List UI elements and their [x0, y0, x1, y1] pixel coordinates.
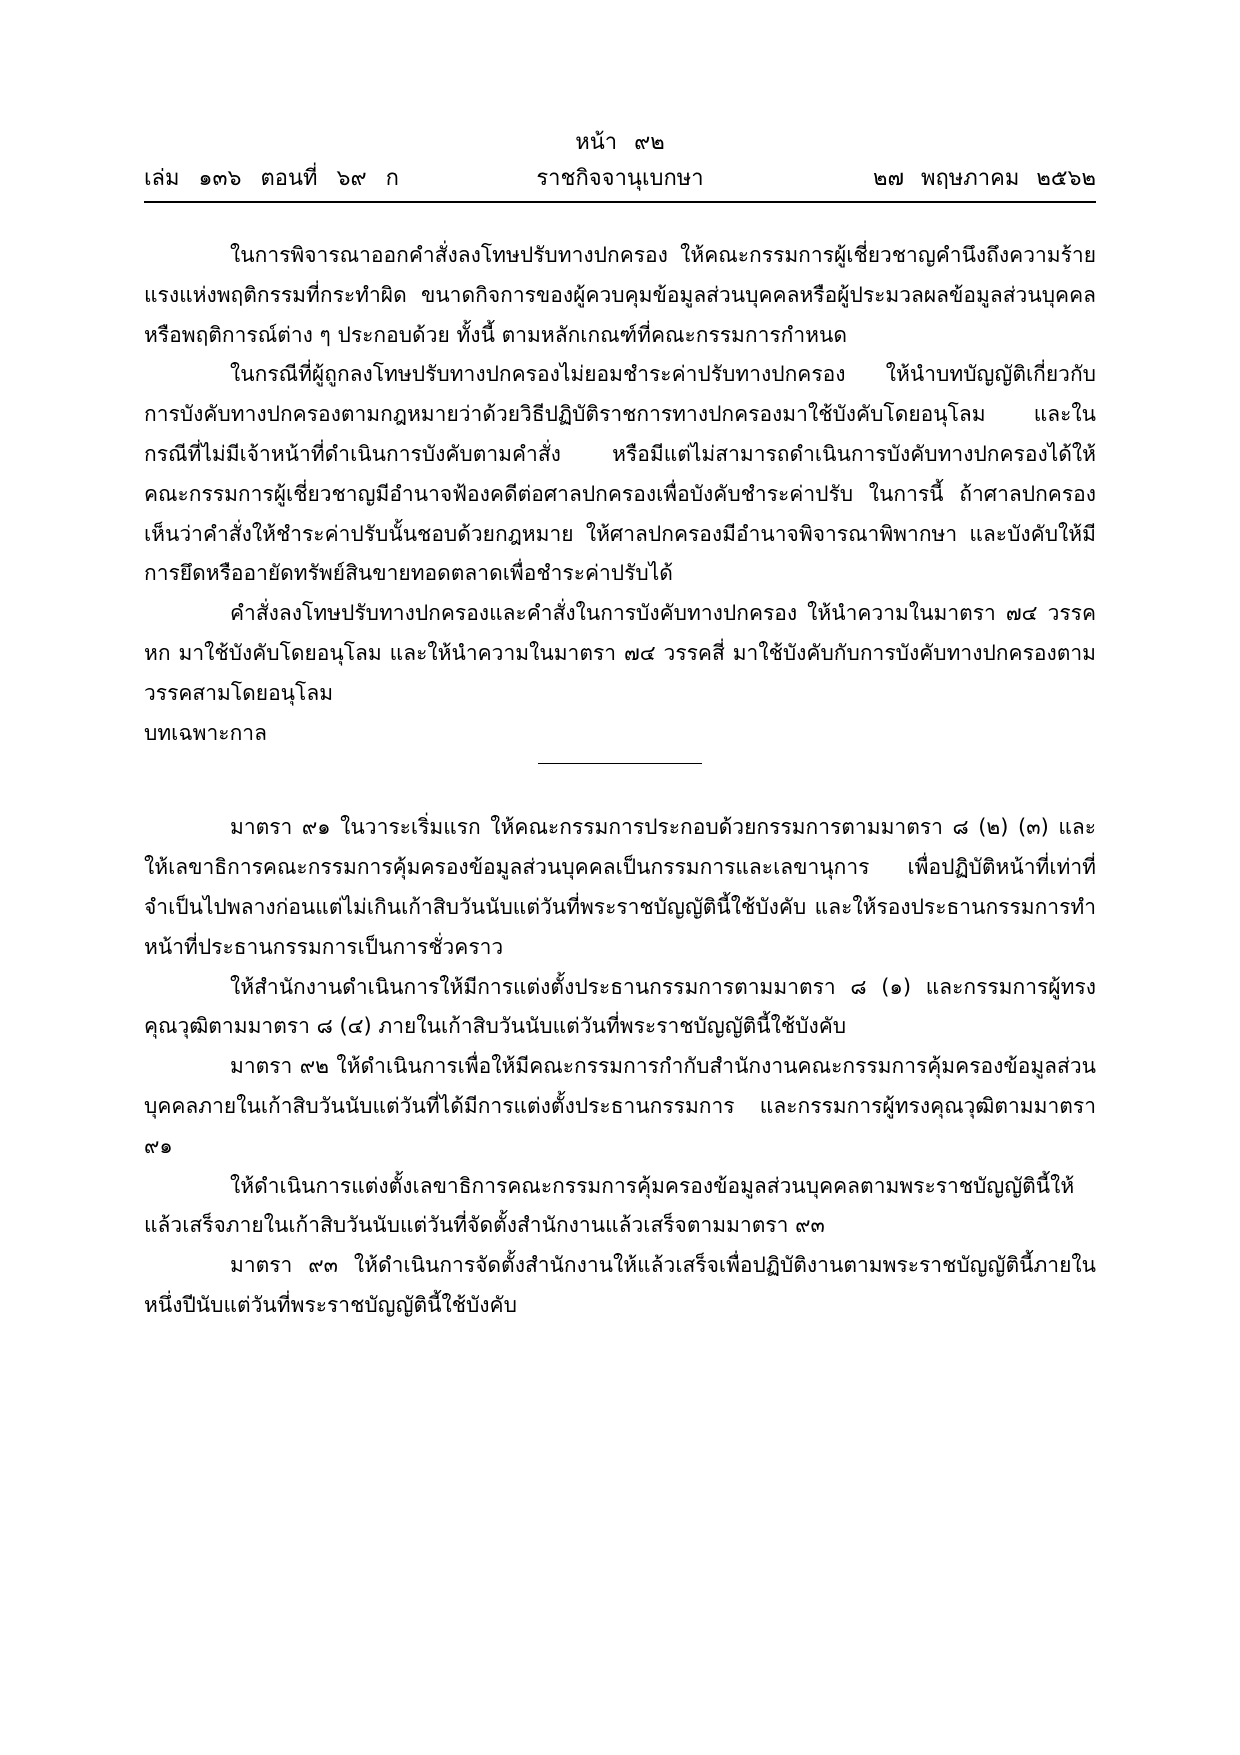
- paragraph: คำสั่งลงโทษปรับทางปกครองและคำสั่งในการบังคับทางปกครอง ให้นำความในมาตรา ๗๔ วรรคหก มาใช้บังคับโดยอนุโลม และให้นำความในมาตรา ๗๔ วรรคสี่ มาใช้บังคับกับการบังคับทางปกครองตามวรรคสามโดยอนุโลม: [144, 601, 1096, 705]
- volume-issue: เล่ม ๑๓๖ ตอนที่ ๖๙ ก: [144, 166, 399, 191]
- paragraph: ให้สำนักงานดำเนินการให้มีการแต่งตั้งประธานกรรมการตามมาตรา ๘ (๑) และกรรมการผู้ทรงคุณวุฒิตามมาตรา ๘ (๔) ภายในเก้าสิบวันนับแต่วันที่พระราชบัญญัตินี้ใช้บังคับ: [144, 974, 1096, 1039]
- gazette-header: [144, 164, 1096, 196]
- publication-date: ๒๗ พฤษภาคม ๒๕๖๒: [872, 166, 1096, 191]
- paragraph: ให้ดำเนินการแต่งตั้งเลขาธิการคณะกรรมการคุ้มครองข้อมูลส่วนบุคคลตามพระราชบัญญัตินี้ให้แล้วเสร็จภายในเก้าสิบวันนับแต่วันที่จัดตั้งสำนักงานแล้วเสร็จตามมาตรา ๙๓: [144, 1173, 1075, 1238]
- header-divider: [144, 201, 1096, 203]
- page-number: หน้า ๙๒: [575, 130, 665, 155]
- document-body: [144, 236, 1096, 1326]
- paragraph: ในการพิจารณาออกคำสั่งลงโทษปรับทางปกครอง ให้คณะกรรมการผู้เชี่ยวชาญคำนึงถึงความร้ายแรงแห่งพฤติกรรมที่กระทำผิด ขนาดกิจการของผู้ควบคุมข้อมูลส่วนบุคคลหรือผู้ประมวลผลข้อมูลส่วนบุคคล หรือพฤติการณ์ต่าง ๆ ประกอบด้วย ทั้งนี้ ตามหลักเกณฑ์ที่คณะกรรมการกำหนด: [144, 243, 1096, 347]
- section-93-paragraph: มาตรา ๙๓ ให้ดำเนินการจัดตั้งสำนักงานให้แล้วเสร็จเพื่อปฏิบัติงานตามพระราชบัญญัตินี้ภายในหนึ่งปีนับแต่วันที่พระราชบัญญัตินี้ใช้บังคับ: [144, 1253, 1096, 1317]
- section-92-paragraph: มาตรา ๙๒ ให้ดำเนินการเพื่อให้มีคณะกรรมการกำกับสำนักงานคณะกรรมการคุ้มครองข้อมูลส่วนบุคคลภายในเก้าสิบวันนับแต่วันที่ได้มีการแต่งตั้งประธานกรรมการ และกรรมการผู้ทรงคุณวุฒิตามมาตรา ๙๑: [144, 1054, 1096, 1158]
- section-91-paragraph: มาตรา ๙๑ ในวาระเริ่มแรก ให้คณะกรรมการประกอบด้วยกรรมการตามมาตรา ๘ (๒) (๓) และให้เลขาธิการคณะกรรมการคุ้มครองข้อมูลส่วนบุคคลเป็นกรรมการและเลขานุการ เพื่อปฏิบัติหน้าที่เท่าที่จำเป็นไปพลางก่อนแต่ไม่เกินเก้าสิบวันนับแต่วันที่พระราชบัญญัตินี้ใช้บังคับ และให้รองประธานกรรมการทำหน้าที่ประธานกรรมการเป็นการชั่วคราว: [144, 815, 1096, 959]
- section-divider: [538, 763, 702, 764]
- paragraph: ในกรณีที่ผู้ถูกลงโทษปรับทางปกครองไม่ยอมชำระค่าปรับทางปกครอง ให้นำบทบัญญัติเกี่ยวกับการบังคับทางปกครองตามกฎหมายว่าด้วยวิธีปฏิบัติราชการทางปกครองมาใช้บังคับโดยอนุโลม และในกรณีที่ไม่มีเจ้าหน้าที่ดำเนินการบังคับตามคำสั่ง หรือมีแต่ไม่สามารถดำเนินการบังคับทางปกครองได้ให้คณะกรรมการผู้เชี่ยวชาญมีอำนาจฟ้องคดีต่อศาลปกครองเพื่อบังคับชำระค่าปรับ ในการนี้ ถ้าศาลปกครองเห็นว่าคำสั่งให้ชำระค่าปรับนั้นชอบด้วยกฎหมาย ให้ศาลปกครองมีอำนาจพิจารณาพิพากษา และบังคับให้มีการยึดหรืออายัดทรัพย์สินขายทอดตลาดเพื่อชำระค่าปรับได้: [144, 362, 1096, 586]
- section-title: บทเฉพาะกาล: [144, 720, 267, 745]
- gazette-title: ราชกิจจานุเบกษา: [536, 166, 704, 191]
